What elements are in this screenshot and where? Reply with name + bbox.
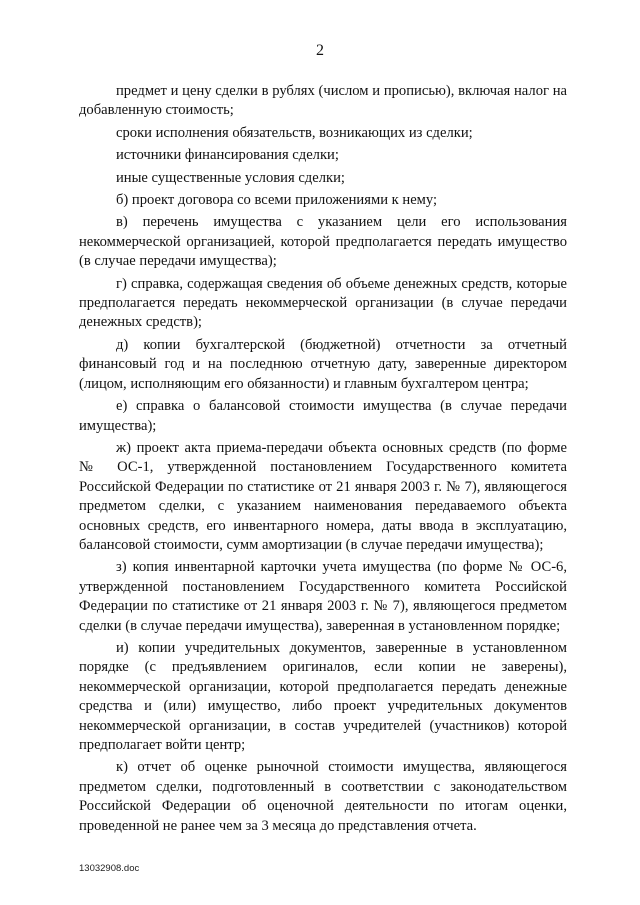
document-body [79, 82, 567, 839]
paragraph-item-k: к) отчет об оценке рыночной стоимости имущества, являющегося предметом сделки, подготовленный в соответствии с законодательством Российской Федерации об оценочной деятельности по итогам оценки, проведенной не ранее чем за 3 месяца до представления отчета. [79, 759, 567, 834]
paragraph-deadlines: сроки исполнения обязательств, возникающих из сделки; [116, 124, 473, 141]
paragraph-item-d: д) копии бухгалтерской (бюджетной) отчетности за отчетный финансовый год и на последнюю отчетную дату, заверенные директором (лицом, исполняющим его обязанности) и главным бухгалтером центра; [79, 336, 567, 392]
paragraph-item-g: г) справка, содержащая сведения об объеме денежных средств, которые предполагается передать некоммерческой организации (в случае передачи денежных средств); [79, 275, 567, 331]
paragraph-funding: источники финансирования сделки; [116, 147, 339, 164]
paragraph-price: предмет и цену сделки в рублях (числом и прописью), включая налог на добавленную стоимость; [79, 83, 567, 119]
paragraph-item-i: и) копии учредительных документов, заверенные в установленном порядке (с предъявлением оригиналов, если копии не заверены), некоммерческой организации, которой предполагается передать денежные средства и (или) имущество, либо проект учредительных документов некоммерческой организации, в состав учредителей (участников) которой предполагает войти центр; [79, 639, 567, 753]
paragraph-item-zh: ж) проект акта приема-передачи объекта основных средств (по форме № ОС-1, утвержденной постановлением Государственного комитета Российской Федерации по статистике от 21 января 2003 г. № 7), являющегося предметом сделки, с указанием наименования передаваемого объекта основных средств, его инвентарного номера, даты ввода в эксплуатацию, балансовой стоимости, сумм амортизации (в случае передачи имущества); [79, 439, 567, 553]
paragraph-item-e: е) справка о балансовой стоимости имущества (в случае передачи имущества); [79, 398, 567, 434]
paragraph-item-z: з) копия инвентарной карточки учета имущества (по форме № ОС-6, утвержденной постановлением Государственного комитета Российской Федерации по статистике от 21 января 2003 г. № 7), являющегося предметом сделки (в случае передачи имущества), заверенная в установленном порядке; [79, 559, 567, 634]
paragraph-item-v: в) перечень имущества с указанием цели его использования некоммерческой организацией, которой предполагается передать имущество (в случае передачи имущества); [79, 214, 567, 270]
paragraph-item-b: б) проект договора со всеми приложениями к нему; [116, 192, 438, 209]
page-number: 2 [316, 42, 324, 59]
paragraph-other-terms: иные существенные условия сделки; [116, 169, 345, 186]
footer-file-code: 13032908.doc [79, 863, 140, 874]
